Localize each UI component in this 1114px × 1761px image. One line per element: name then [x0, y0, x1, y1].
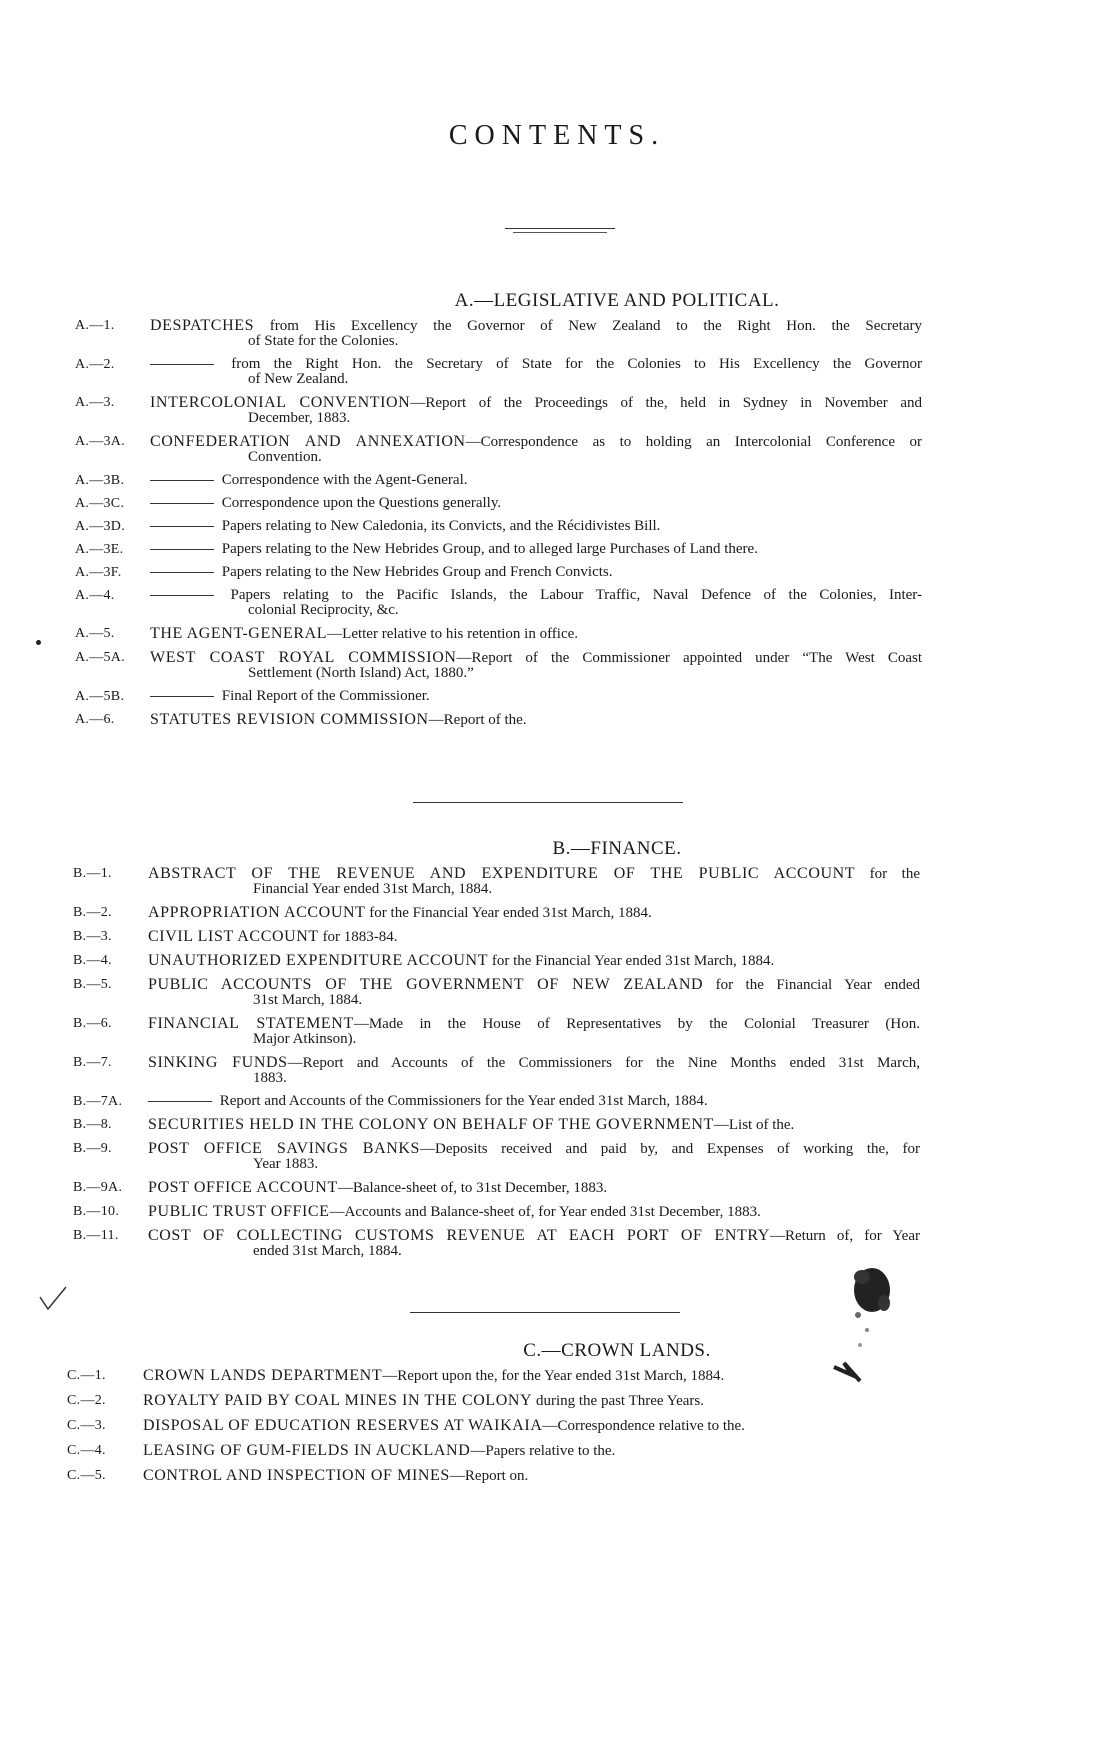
entry-code: A.—3F. — [75, 565, 122, 580]
entry-first-line — [150, 395, 922, 411]
contents-entry — [75, 712, 922, 728]
section-entries — [75, 318, 922, 728]
contents-entry — [75, 588, 922, 618]
entry-first-line — [148, 977, 920, 993]
entry-detail: Correspondence upon the Questions generally. — [218, 495, 502, 511]
entry-detail: for the Financial Year ended 31st March, 1884. — [488, 953, 775, 969]
entry-first-line — [148, 1055, 920, 1071]
entry-detail: Papers relating to the New Hebrides Group and French Convicts. — [218, 564, 613, 580]
entry-description — [150, 519, 922, 534]
contents-entry — [67, 1368, 920, 1384]
entry-description — [150, 650, 922, 681]
entry-detail: Papers relating to the New Hebrides Group, and to alleged large Purchases of Land there. — [218, 541, 758, 557]
entry-detail: —Report of the. — [428, 712, 527, 728]
entry-continuation: Settlement (North Island) Act, 1880.” — [248, 665, 474, 681]
entry-detail: for the Financial Year ended 31st March, 1884. — [365, 905, 652, 921]
stray-ink-dot — [36, 640, 41, 645]
page-title: CONTENTS. — [448, 120, 666, 151]
entry-first-line — [143, 1443, 920, 1459]
entry-detail: from His Excellency the Governor of New Zealand to the Right Hon. the Secretary — [254, 318, 922, 334]
entry-continuation: colonial Reciprocity, &c. — [248, 602, 399, 618]
entry-detail: Final Report of the Commissioner. — [218, 688, 430, 704]
contents-entry — [75, 650, 922, 681]
contents-entry — [73, 977, 920, 1008]
ditto-dash — [150, 549, 214, 550]
entry-continuation: Convention. — [248, 449, 322, 465]
entry-title: COST OF COLLECTING CUSTOMS REVENUE AT EACH PORT OF ENTRY — [148, 1227, 770, 1244]
entry-description — [150, 318, 922, 349]
entry-description — [150, 357, 922, 387]
contents-entry — [73, 929, 920, 945]
contents-entry — [73, 953, 920, 969]
entry-description — [148, 1180, 920, 1196]
entry-title: ROYALTY PAID BY COAL MINES IN THE COLONY — [143, 1392, 533, 1409]
entry-first-line — [150, 712, 922, 728]
entry-title: CONTROL AND INSPECTION OF MINES — [143, 1467, 450, 1484]
entry-detail: Report and Accounts of the Commissioners for the Year ended 31st March, 1884. — [216, 1093, 708, 1109]
entry-title: PUBLIC TRUST OFFICE — [148, 1203, 330, 1220]
entry-code: B.—1. — [73, 866, 112, 881]
entry-title: POST OFFICE ACCOUNT — [148, 1179, 338, 1196]
entry-description — [143, 1393, 920, 1409]
entry-description — [150, 434, 922, 465]
section-finance — [0, 838, 1114, 1267]
entry-code: A.—4. — [75, 588, 115, 603]
entry-code: B.—7A. — [73, 1094, 123, 1109]
ditto-dash — [150, 572, 214, 573]
entry-continuation: Financial Year ended 31st March, 1884. — [253, 881, 493, 897]
entry-description — [148, 1055, 920, 1086]
entry-detail: —Report of the Proceedings of the, held in Sydney in November and — [410, 395, 922, 411]
entry-code: A.—6. — [75, 712, 115, 727]
entry-first-line — [148, 1180, 920, 1196]
entry-code: C.—1. — [67, 1368, 106, 1383]
entry-description — [150, 542, 922, 557]
entry-code: B.—9A. — [73, 1180, 123, 1195]
entry-first-line — [150, 496, 922, 511]
entry-title: UNAUTHORIZED EXPENDITURE ACCOUNT — [148, 952, 489, 969]
section-heading: A.—LEGISLATIVE AND POLITICAL. — [454, 290, 780, 311]
section-divider — [413, 802, 683, 803]
section-heading: C.—CROWN LANDS. — [523, 1340, 711, 1361]
entry-description — [148, 1141, 920, 1172]
ditto-dash — [150, 526, 214, 527]
entry-first-line — [150, 650, 922, 666]
entry-title: FINANCIAL STATEMENT — [148, 1015, 354, 1032]
entry-first-line — [150, 434, 922, 450]
entry-detail: for the Financial Year ended — [703, 977, 920, 993]
entry-code: A.—1. — [75, 318, 115, 333]
entry-detail: Correspondence with the Agent-General. — [218, 472, 468, 488]
entry-detail: Papers relating to the Pacific Islands, the Labour Traffic, Naval Defence of the Colonies, Inter- — [218, 587, 922, 603]
handwritten-tick-mark — [38, 1285, 68, 1311]
entry-description — [148, 1016, 920, 1047]
entry-title: CONFEDERATION AND ANNEXATION — [150, 433, 466, 450]
entry-detail: —Report of the Commissioner appointed under “The West Coast — [456, 650, 922, 666]
entry-detail: —Papers relative to the. — [470, 1443, 616, 1459]
entry-code: A.—3C. — [75, 496, 125, 511]
entry-first-line — [143, 1368, 920, 1384]
entry-first-line — [148, 905, 920, 921]
entry-first-line — [150, 689, 922, 704]
ditto-dash — [150, 364, 214, 365]
entry-first-line — [150, 588, 922, 603]
entry-description — [143, 1368, 920, 1384]
entry-code: A.—3B. — [75, 473, 125, 488]
contents-entry — [75, 496, 922, 511]
entry-code: B.—6. — [73, 1016, 112, 1031]
entry-continuation: of New Zealand. — [248, 371, 349, 387]
contents-entry — [75, 357, 922, 387]
entry-description — [148, 953, 920, 969]
contents-entry — [75, 565, 922, 580]
section-entries — [73, 866, 920, 1259]
entry-description — [150, 473, 922, 488]
entry-first-line — [143, 1418, 920, 1434]
entry-continuation: Year 1883. — [253, 1156, 319, 1172]
entry-first-line — [150, 357, 922, 372]
entry-code: B.—10. — [73, 1204, 120, 1219]
contents-entry — [67, 1443, 920, 1459]
entry-first-line — [150, 318, 922, 334]
ink-smudge — [832, 1255, 892, 1385]
entry-description — [150, 712, 922, 728]
entry-description — [143, 1443, 920, 1459]
entry-title: CIVIL LIST ACCOUNT — [148, 928, 319, 945]
entry-detail: —Return of, for Year — [769, 1228, 920, 1244]
entry-code: B.—7. — [73, 1055, 112, 1070]
entry-code: A.—3D. — [75, 519, 126, 534]
entry-detail: —Accounts and Balance-sheet of, for Year ended 31st December, 1883. — [329, 1204, 761, 1220]
entry-detail: —Correspondence as to holding an Intercolonial Conference or — [465, 434, 922, 450]
entry-title: APPROPRIATION ACCOUNT — [148, 904, 366, 921]
entry-code: C.—5. — [67, 1468, 106, 1483]
entry-description — [150, 588, 922, 618]
entry-detail: for the — [855, 866, 920, 882]
section-divider — [410, 1312, 680, 1313]
entry-first-line — [148, 866, 920, 882]
title-rule — [505, 228, 615, 229]
entry-detail: —Report on. — [449, 1468, 529, 1484]
entry-detail: —Report and Accounts of the Commissioners for the Nine Months ended 31st March, — [287, 1055, 920, 1071]
entry-description — [148, 866, 920, 897]
entry-code: B.—5. — [73, 977, 112, 992]
entry-detail: —Correspondence relative to the. — [542, 1418, 745, 1434]
entry-description — [148, 905, 920, 921]
entry-detail: —Balance-sheet of, to 31st December, 1883. — [337, 1180, 608, 1196]
section-entries — [67, 1368, 920, 1484]
entry-title: DISPOSAL OF EDUCATION RESERVES AT WAIKAIA — [143, 1417, 543, 1434]
contents-entry — [67, 1393, 920, 1409]
entry-description — [150, 565, 922, 580]
ditto-dash — [148, 1101, 212, 1102]
entry-title: LEASING OF GUM-FIELDS IN AUCKLAND — [143, 1442, 471, 1459]
entry-description — [148, 929, 920, 945]
entry-title: SINKING FUNDS — [148, 1054, 288, 1071]
entry-detail: —Letter relative to his retention in office. — [327, 626, 579, 642]
contents-entry — [75, 689, 922, 704]
contents-entry — [67, 1468, 920, 1484]
entry-code: B.—11. — [73, 1228, 119, 1243]
ditto-dash — [150, 696, 214, 697]
entry-continuation: 1883. — [253, 1070, 287, 1086]
entry-first-line — [148, 1204, 920, 1220]
contents-entry — [75, 434, 922, 465]
entry-detail: —Deposits received and paid by, and Expenses of working the, for — [420, 1141, 920, 1157]
entry-code: C.—2. — [67, 1393, 106, 1408]
entry-code: C.—4. — [67, 1443, 106, 1458]
entry-title: DESPATCHES — [150, 317, 255, 334]
contents-entry — [73, 1117, 920, 1133]
section-heading: B.—FINANCE. — [552, 838, 682, 859]
entry-code: A.—5. — [75, 626, 115, 641]
entry-code: A.—5B. — [75, 689, 125, 704]
entry-continuation: of State for the Colonies. — [248, 333, 399, 349]
entry-first-line — [148, 1228, 920, 1244]
entry-title: POST OFFICE SAVINGS BANKS — [148, 1140, 421, 1157]
entry-title: WEST COAST ROYAL COMMISSION — [150, 649, 457, 666]
entry-title: THE AGENT-GENERAL — [150, 625, 328, 642]
contents-entry — [75, 519, 922, 534]
ditto-dash — [150, 595, 214, 596]
entry-first-line — [148, 1094, 920, 1109]
entry-code: B.—8. — [73, 1117, 112, 1132]
section-legislative — [0, 290, 1114, 736]
entry-detail: from the Right Hon. the Secretary of State for the Colonies to His Excellency the Governor — [218, 356, 922, 372]
entry-description — [150, 626, 922, 642]
entry-code: B.—9. — [73, 1141, 112, 1156]
entry-first-line — [148, 1141, 920, 1157]
contents-entry — [73, 905, 920, 921]
contents-entry — [73, 1204, 920, 1220]
entry-code: C.—3. — [67, 1418, 106, 1433]
entry-description — [150, 689, 922, 704]
contents-entry — [73, 866, 920, 897]
entry-continuation: December, 1883. — [248, 410, 351, 426]
entry-detail: for 1883-84. — [318, 929, 398, 945]
ditto-dash — [150, 480, 214, 481]
entry-first-line — [148, 953, 920, 969]
entry-code: B.—2. — [73, 905, 112, 920]
entry-detail: during the past Three Years. — [532, 1393, 704, 1409]
entry-code: A.—5A. — [75, 650, 126, 665]
section-crown-lands — [0, 1340, 1114, 1493]
entry-description — [148, 1204, 920, 1220]
entry-title: SECURITIES HELD IN THE COLONY ON BEHALF OF THE GOVERNMENT — [148, 1116, 714, 1133]
entry-detail: Papers relating to New Caledonia, its Convicts, and the Récidivistes Bill. — [218, 518, 661, 534]
ditto-dash — [150, 503, 214, 504]
entry-detail: —Report upon the, for the Year ended 31st March, 1884. — [382, 1368, 725, 1384]
entry-code: B.—4. — [73, 953, 112, 968]
entry-first-line — [150, 565, 922, 580]
entry-title: PUBLIC ACCOUNTS OF THE GOVERNMENT OF NEW ZEALAND — [148, 976, 704, 993]
entry-title: STATUTES REVISION COMMISSION — [150, 711, 429, 728]
entry-first-line — [150, 473, 922, 488]
entry-first-line — [148, 929, 920, 945]
entry-code: A.—3E. — [75, 542, 124, 557]
entry-title: CROWN LANDS DEPARTMENT — [143, 1367, 383, 1384]
entry-title: INTERCOLONIAL CONVENTION — [150, 394, 411, 411]
entry-first-line — [150, 542, 922, 557]
contents-entry — [75, 473, 922, 488]
entry-first-line — [150, 519, 922, 534]
entry-description — [148, 977, 920, 1008]
entry-first-line — [148, 1117, 920, 1133]
entry-code: A.—3. — [75, 395, 115, 410]
entry-first-line — [143, 1468, 920, 1484]
entry-description — [143, 1468, 920, 1484]
entry-description — [148, 1228, 920, 1259]
entry-description — [148, 1094, 920, 1109]
entry-description — [150, 496, 922, 511]
entry-title: ABSTRACT OF THE REVENUE AND EXPENDITURE OF THE PUBLIC ACCOUNT — [148, 865, 856, 882]
entry-first-line — [148, 1016, 920, 1032]
entry-code: B.—3. — [73, 929, 112, 944]
entry-description — [150, 395, 922, 426]
contents-entry — [75, 542, 922, 557]
entry-detail: —Made in the House of Representatives by the Colonial Treasurer (Hon. — [353, 1016, 920, 1032]
contents-entry — [73, 1180, 920, 1196]
entry-continuation: 31st March, 1884. — [253, 992, 363, 1008]
contents-entry — [73, 1228, 920, 1259]
entry-description — [148, 1117, 920, 1133]
contents-entry — [75, 395, 922, 426]
entry-continuation: ended 31st March, 1884. — [253, 1243, 402, 1259]
contents-entry — [73, 1016, 920, 1047]
entry-detail: —List of the. — [713, 1117, 795, 1133]
entry-code: A.—2. — [75, 357, 115, 372]
entry-continuation: Major Atkinson). — [253, 1031, 357, 1047]
entry-description — [143, 1418, 920, 1434]
entry-first-line — [143, 1393, 920, 1409]
contents-entry — [75, 626, 922, 642]
entry-code: A.—3A. — [75, 434, 126, 449]
entry-first-line — [150, 626, 922, 642]
contents-entry — [75, 318, 922, 349]
contents-entry — [73, 1141, 920, 1172]
contents-entry — [67, 1418, 920, 1434]
contents-entry — [73, 1055, 920, 1086]
contents-entry — [73, 1094, 920, 1109]
